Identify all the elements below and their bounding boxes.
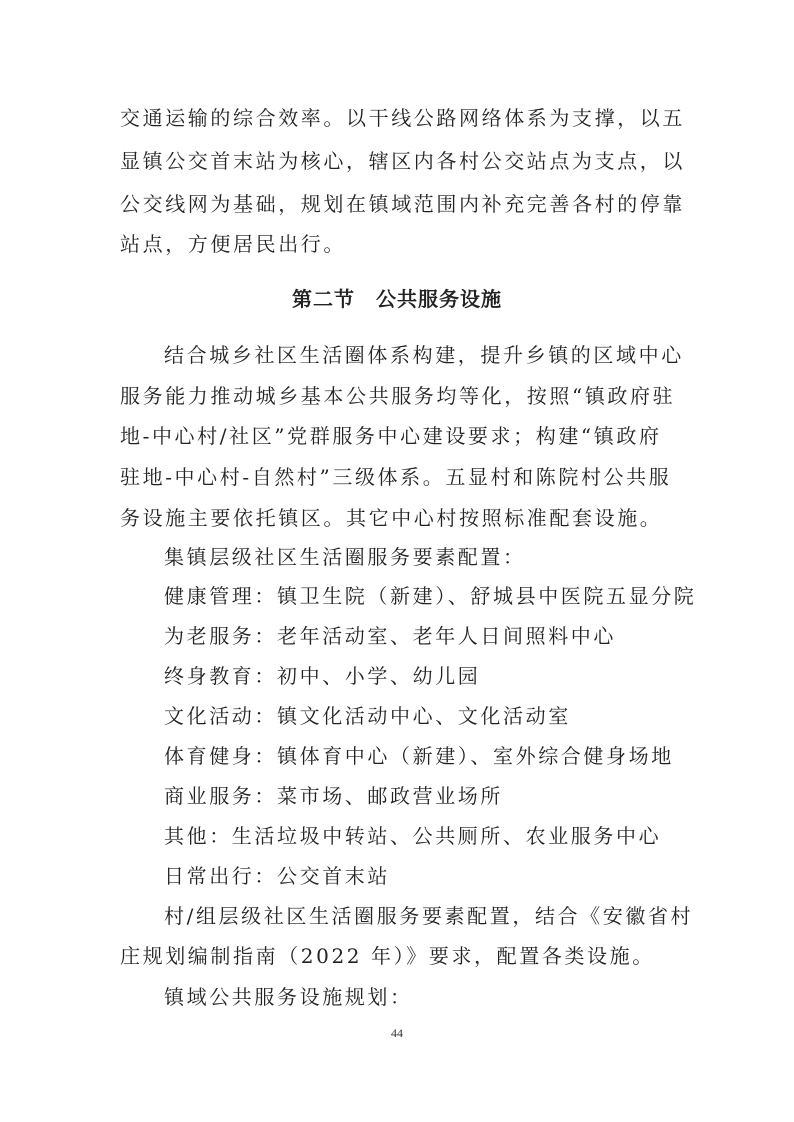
config-item: 健康管理：镇卫生院（新建）、舒城县中医院五显分院 (164, 584, 697, 608)
config-item: 体育健身：镇体育中心（新建）、室外综合健身场地 (164, 744, 674, 768)
body-text-line: 地-中心村/社区”党群服务中心建设要求；构建“镇政府 (120, 424, 662, 448)
subsection-title: 镇域公共服务设施规划： (164, 985, 413, 1009)
config-item: 日常出行：公交首末站 (164, 864, 390, 888)
config-item: 为老服务：老年活动室、老年人日间照料中心 (164, 624, 616, 648)
body-text-line: 庄规划编制指南（2022 年）》要求，配置各类设施。 (120, 944, 655, 968)
body-text-line: 交通运输的综合效率。以干线公路网络体系为支撑，以五 (120, 106, 685, 130)
subsection-title: 集镇层级社区生活圈服务要素配置： (164, 545, 526, 569)
body-text-line: 服务能力推动城乡基本公共服务均等化，按照“镇政府驻 (120, 384, 676, 408)
body-text-line: 驻地-中心村-自然村”三级体系。五显村和陈院村公共服 (120, 465, 672, 489)
body-text-line: 务设施主要依托镇区。其它中心村按照标准配套设施。 (120, 506, 663, 530)
config-item: 终身教育：初中、小学、幼儿园 (164, 664, 481, 688)
body-text-line: 显镇公交首末站为核心，辖区内各村公交站点为支点，以 (120, 149, 685, 173)
page-number: 44 (391, 1026, 403, 1040)
config-item: 其他：生活垃圾中转站、公共厕所、农业服务中心 (164, 824, 662, 848)
section-heading: 第二节 公共服务设施 (292, 287, 502, 311)
body-text-line: 结合城乡社区生活圈体系构建，提升乡镇的区域中心 (164, 343, 684, 367)
config-item: 商业服务：菜市场、邮政营业场所 (164, 784, 503, 808)
body-text-line: 站点，方便居民出行。 (120, 232, 346, 256)
body-text-line: 村/组层级社区生活圈服务要素配置，结合《安徽省村 (164, 904, 694, 928)
body-text-line: 公交线网为基础，规划在镇域范围内补充完善各村的停靠 (120, 192, 685, 216)
config-item: 文化活动：镇文化活动中心、文化活动室 (164, 704, 571, 728)
